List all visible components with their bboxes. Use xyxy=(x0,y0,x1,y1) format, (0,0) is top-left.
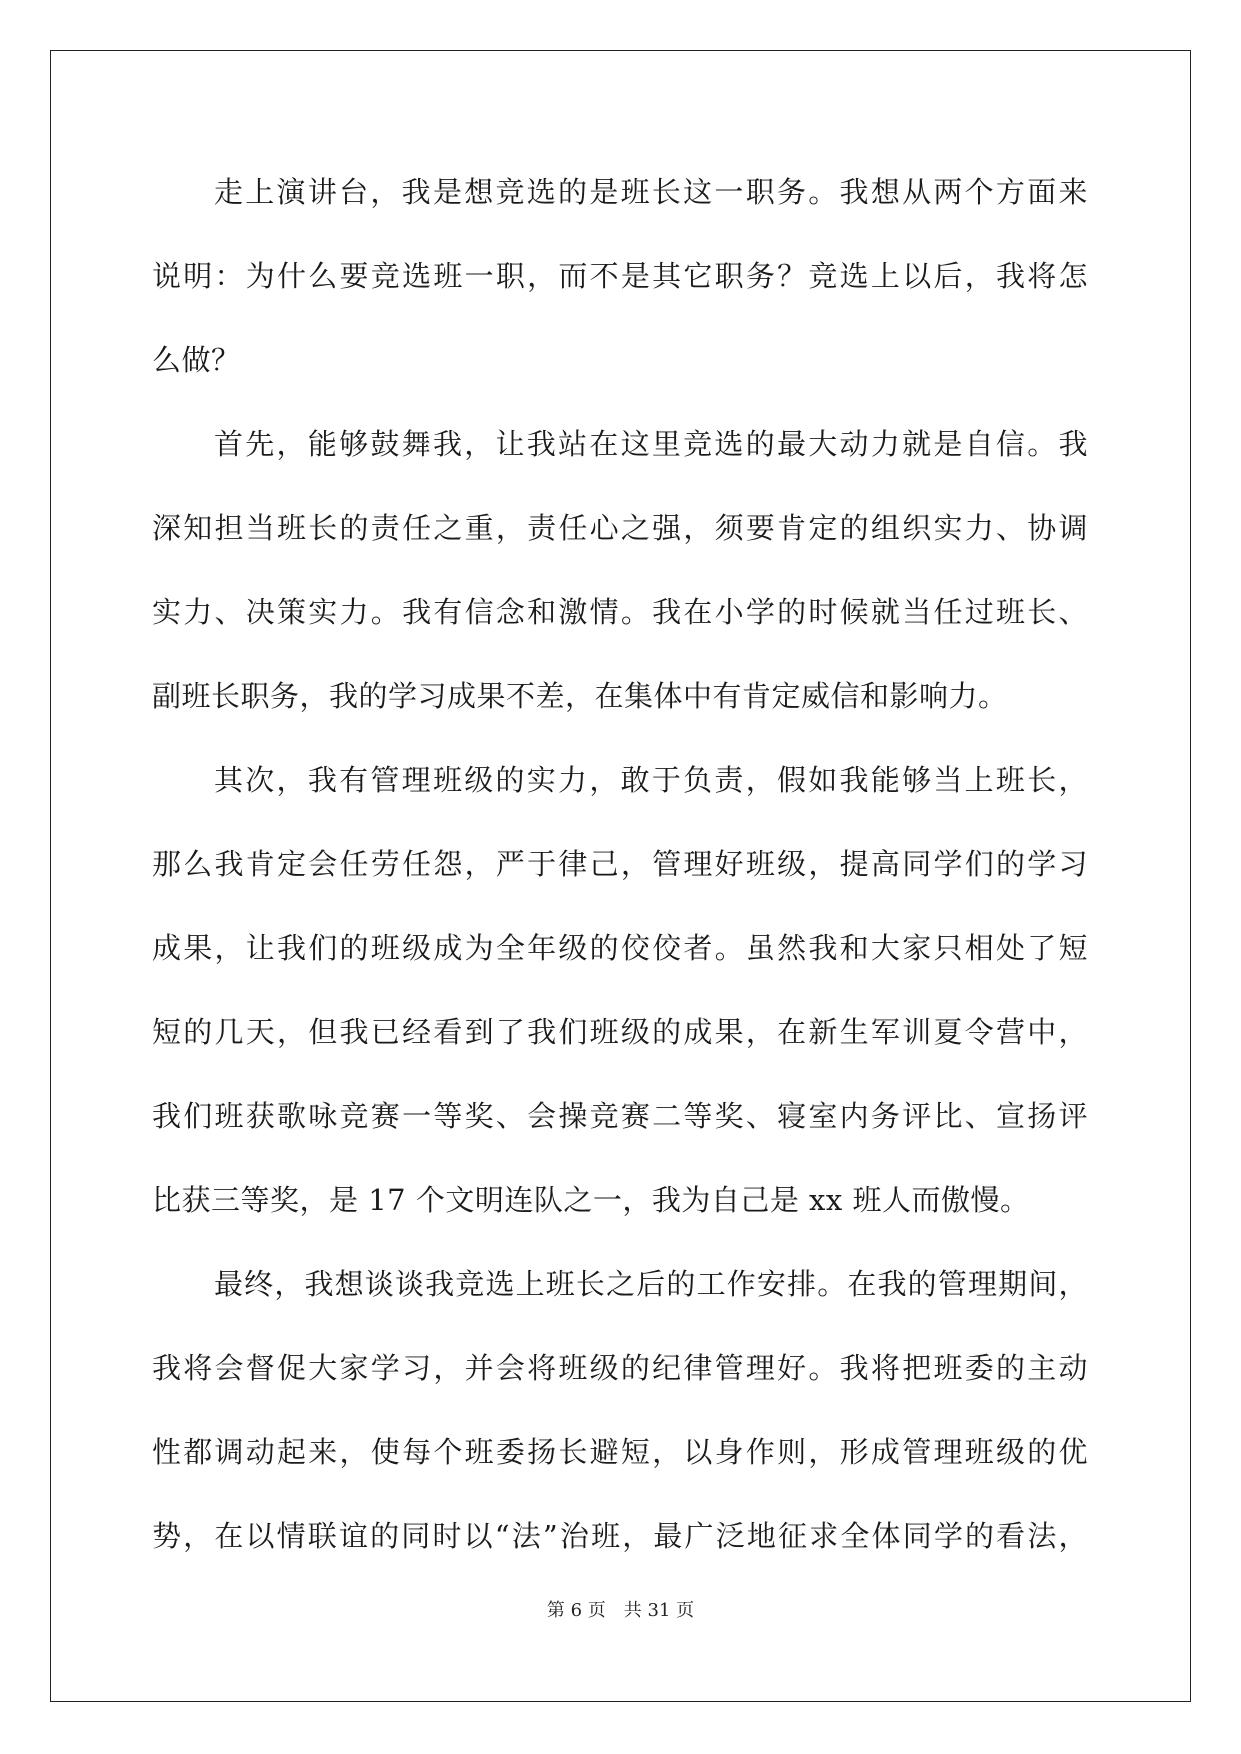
total-pages: 共 31 页 xyxy=(623,1600,695,1621)
text-line: 么做？ xyxy=(152,343,241,377)
text-line: 其次，我有管理班级的实力，敢于负责，假如我能够当上班长， xyxy=(214,763,1088,797)
text-line: 最终，我想谈谈我竞选上班长之后的工作安排。在我的管理期间， xyxy=(214,1267,1088,1301)
text-line: 首先，能够鼓舞我，让我站在这里竞选的最大动力就是自信。我 xyxy=(214,427,1088,461)
text-line: 我们班获歌咏竞赛一等奖、会操竞赛二等奖、寝室内务评比、宣扬评 xyxy=(152,1099,1088,1133)
text-line: 势，在以情联谊的同时以“法”治班，最广泛地征求全体同学的看法， xyxy=(152,1519,1088,1553)
document-body xyxy=(152,150,1088,1578)
page-number: 第 6 页 xyxy=(546,1600,606,1621)
text-line: 成果，让我们的班级成为全年级的佼佼者。虽然我和大家只相处了短 xyxy=(152,931,1088,965)
text-line: 短的几天，但我已经看到了我们班级的成果，在新生军训夏令营中， xyxy=(152,1015,1088,1049)
text-line: 性都调动起来，使每个班委扬长避短，以身作则，形成管理班级的优 xyxy=(152,1435,1088,1469)
text-line: 那么我肯定会任劳任怨，严于律己，管理好班级，提高同学们的学习 xyxy=(152,847,1088,881)
page-footer xyxy=(0,1596,1241,1622)
text-line: 我将会督促大家学习，并会将班级的纪律管理好。我将把班委的主动 xyxy=(152,1351,1088,1385)
text-line: 比获三等奖，是 17 个文明连队之一，我为自己是 xx 班人而傲慢。 xyxy=(152,1183,1030,1217)
text-line: 说明：为什么要竞选班一职，而不是其它职务？竞选上以后，我将怎 xyxy=(152,259,1088,293)
text-line: 副班长职务，我的学习成果不差，在集体中有肯定威信和影响力。 xyxy=(152,679,1008,713)
text-line: 实力、决策实力。我有信念和激情。我在小学的时候就当任过班长、 xyxy=(152,595,1088,629)
text-line: 走上演讲台，我是想竞选的是班长这一职务。我想从两个方面来 xyxy=(214,175,1088,209)
text-line: 深知担当班长的责任之重，责任心之强，须要肯定的组织实力、协调 xyxy=(152,511,1088,545)
